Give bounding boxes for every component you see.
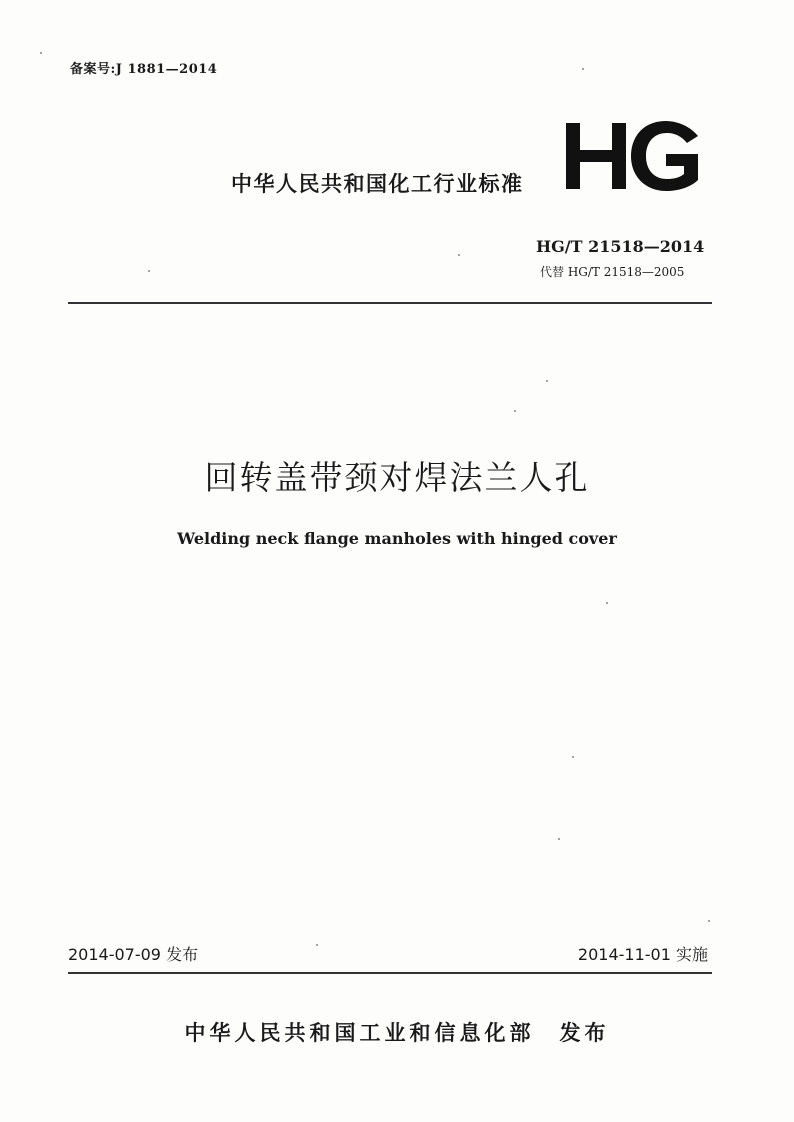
replaces-standard: 代替 HG/T 21518—2005: [540, 265, 685, 279]
document-title-english: Welding neck flange manholes with hinged cover: [177, 529, 617, 548]
footer-divider: [68, 972, 712, 974]
scan-speck: [458, 254, 460, 256]
issuing-authority: 中华人民共和国工业和信息化部 发布: [184, 1021, 610, 1045]
scan-speck: [708, 920, 710, 922]
record-number: 备案号:J 1881—2014: [70, 62, 218, 77]
issue-date: 2014-07-09 发布: [68, 945, 199, 964]
document-title-chinese: 回转盖带颈对焊法兰人孔: [204, 458, 590, 497]
scan-speck: [558, 838, 560, 840]
scan-speck: [572, 756, 574, 758]
scan-speck: [546, 380, 548, 382]
organization-title: 中华人民共和国化工行业标准: [231, 172, 524, 196]
hg-logo: [562, 120, 702, 192]
scan-speck: [606, 602, 608, 604]
scan-speck: [148, 270, 150, 272]
standard-number: HG/T 21518—2014: [536, 237, 705, 256]
scan-speck: [316, 944, 318, 946]
header-divider: [68, 302, 712, 304]
scan-speck: [514, 410, 516, 412]
scan-speck: [40, 52, 42, 54]
scan-speck: [582, 68, 584, 70]
implementation-date: 2014-11-01 实施: [577, 945, 708, 964]
